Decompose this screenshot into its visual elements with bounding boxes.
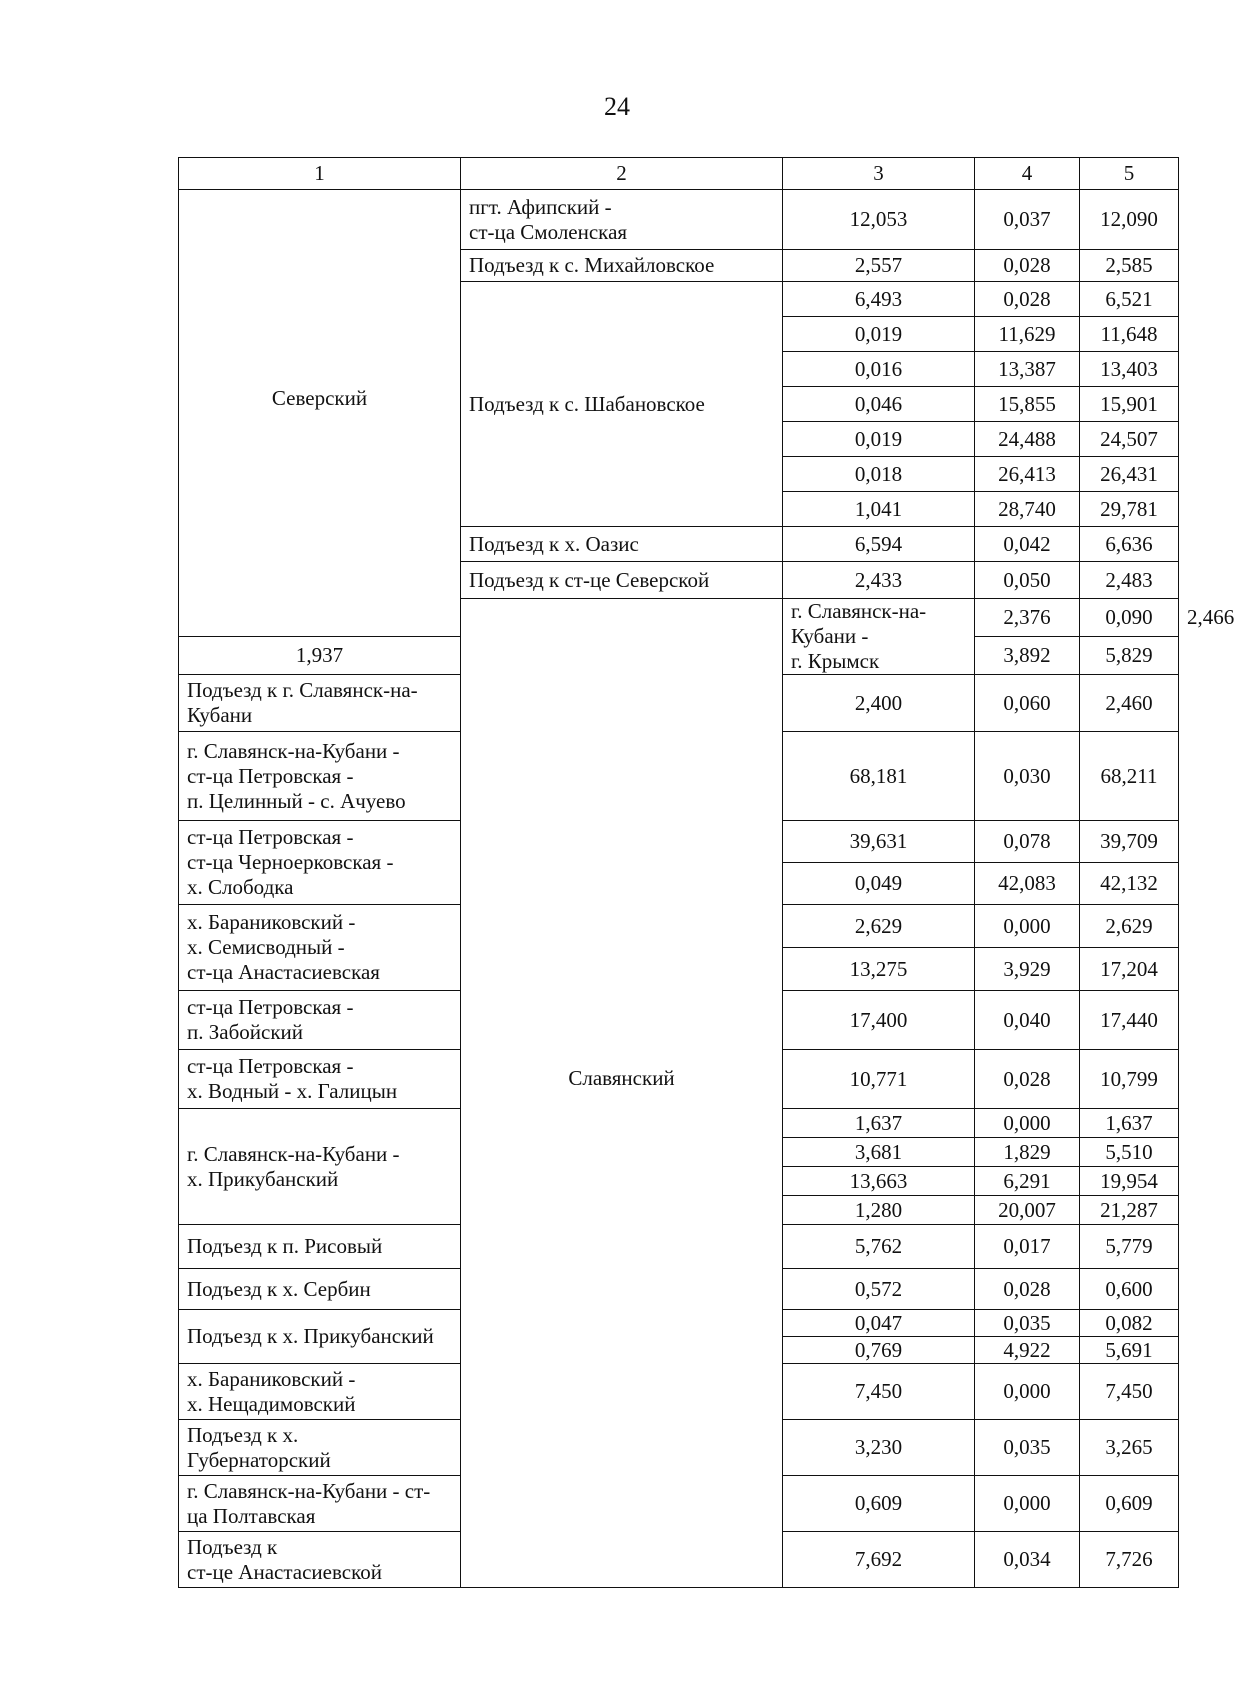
value-cell: 0,028 — [975, 250, 1080, 282]
value-cell: 19,954 — [1080, 1167, 1179, 1196]
value-cell: 0,028 — [975, 282, 1080, 317]
header-cell: 4 — [975, 158, 1080, 190]
value-cell: 5,691 — [1080, 1337, 1179, 1364]
road-cell: г. Славянск-на-Кубани - г. Крымск — [783, 599, 975, 675]
value-cell: 26,431 — [1080, 457, 1179, 492]
value-cell: 39,631 — [783, 821, 975, 863]
value-cell: 0,037 — [975, 190, 1080, 250]
value-cell: 0,769 — [783, 1337, 975, 1364]
road-cell: Подъезд к х. Губернаторский — [179, 1420, 461, 1476]
road-cell: Подъезд к с. Шабановское — [461, 282, 783, 527]
value-cell: 0,028 — [975, 1269, 1080, 1310]
value-cell: 12,053 — [783, 190, 975, 250]
road-cell: Подъезд к ст-це Северской — [461, 562, 783, 599]
value-cell: 0,040 — [975, 991, 1080, 1050]
value-cell: 1,937 — [179, 637, 461, 675]
road-cell: пгт. Афипский - ст-ца Смоленская — [461, 190, 783, 250]
value-cell: 39,709 — [1080, 821, 1179, 863]
value-cell: 3,681 — [783, 1138, 975, 1167]
value-cell: 4,922 — [975, 1337, 1080, 1364]
value-cell: 1,829 — [975, 1138, 1080, 1167]
value-cell: 0,028 — [975, 1050, 1080, 1109]
value-cell: 42,083 — [975, 863, 1080, 905]
value-cell: 1,637 — [1080, 1109, 1179, 1138]
roads-table — [178, 157, 1234, 1588]
road-cell: Подъезд к ст-це Анастасиевской — [179, 1532, 461, 1588]
value-cell: 1,637 — [783, 1109, 975, 1138]
value-cell: 1,041 — [783, 492, 975, 527]
value-cell: 0,000 — [975, 1476, 1080, 1532]
header-cell: 2 — [461, 158, 783, 190]
value-cell: 5,779 — [1080, 1225, 1179, 1269]
value-cell: 7,450 — [1080, 1364, 1179, 1420]
district-cell: Славянский — [461, 599, 783, 1588]
value-cell: 3,929 — [975, 948, 1080, 991]
road-cell: ст-ца Петровская - п. Забойский — [179, 991, 461, 1050]
value-cell: 15,901 — [1080, 387, 1179, 422]
value-cell: 0,082 — [1080, 1310, 1179, 1337]
value-cell: 17,400 — [783, 991, 975, 1050]
road-cell: Подъезд к г. Славянск-на- Кубани — [179, 675, 461, 732]
header-cell: 5 — [1080, 158, 1179, 190]
value-cell: 0,000 — [975, 1109, 1080, 1138]
value-cell: 0,609 — [1080, 1476, 1179, 1532]
value-cell: 2,585 — [1080, 250, 1179, 282]
value-cell: 5,829 — [1080, 637, 1179, 675]
value-cell: 0,050 — [975, 562, 1080, 599]
value-cell: 7,450 — [783, 1364, 975, 1420]
value-cell: 17,204 — [1080, 948, 1179, 991]
value-cell: 68,181 — [783, 732, 975, 821]
value-cell: 0,019 — [783, 422, 975, 457]
value-cell: 2,629 — [783, 905, 975, 948]
value-cell: 0,047 — [783, 1310, 975, 1337]
value-cell: 0,018 — [783, 457, 975, 492]
road-cell: х. Бараниковский - х. Нещадимовский — [179, 1364, 461, 1420]
value-cell: 5,762 — [783, 1225, 975, 1269]
value-cell: 3,265 — [1080, 1420, 1179, 1476]
value-cell: 13,403 — [1080, 352, 1179, 387]
value-cell: 0,034 — [975, 1532, 1080, 1588]
value-cell: 3,892 — [975, 637, 1080, 675]
value-cell: 0,042 — [975, 527, 1080, 562]
road-cell: ст-ца Петровская - ст-ца Черноерковская - х. Слободка — [179, 821, 461, 905]
table-row — [179, 190, 1179, 250]
value-cell: 2,629 — [1080, 905, 1179, 948]
value-cell: 2,460 — [1080, 675, 1179, 732]
value-cell: 26,413 — [975, 457, 1080, 492]
road-cell: Подъезд к п. Рисовый — [179, 1225, 461, 1269]
value-cell: 0,572 — [783, 1269, 975, 1310]
value-cell: 0,000 — [975, 905, 1080, 948]
value-cell: 0,000 — [975, 1364, 1080, 1420]
value-cell: 2,557 — [783, 250, 975, 282]
value-cell: 2,376 — [975, 599, 1080, 637]
value-cell: 7,692 — [783, 1532, 975, 1588]
value-cell: 42,132 — [1080, 863, 1179, 905]
value-cell: 6,291 — [975, 1167, 1080, 1196]
district-cell: Северский — [179, 190, 461, 637]
road-cell: Подъезд к х. Прикубанский — [179, 1310, 461, 1364]
road-cell: Подъезд к х. Сербин — [179, 1269, 461, 1310]
value-cell: 0,049 — [783, 863, 975, 905]
value-cell: 13,387 — [975, 352, 1080, 387]
value-cell: 68,211 — [1080, 732, 1179, 821]
value-cell: 2,433 — [783, 562, 975, 599]
header-cell: 3 — [783, 158, 975, 190]
value-cell: 0,046 — [783, 387, 975, 422]
value-cell: 0,016 — [783, 352, 975, 387]
value-cell: 24,488 — [975, 422, 1080, 457]
value-cell: 5,510 — [1080, 1138, 1179, 1167]
header-row — [179, 158, 1179, 190]
value-cell: 0,600 — [1080, 1269, 1179, 1310]
header-cell: 1 — [179, 158, 461, 190]
value-cell: 6,594 — [783, 527, 975, 562]
value-cell: 0,019 — [783, 317, 975, 352]
value-cell: 3,230 — [783, 1420, 975, 1476]
value-cell: 11,629 — [975, 317, 1080, 352]
value-cell: 0,035 — [975, 1310, 1080, 1337]
value-cell: 29,781 — [1080, 492, 1179, 527]
value-cell: 0,030 — [975, 732, 1080, 821]
value-cell: 2,483 — [1080, 562, 1179, 599]
value-cell: 10,799 — [1080, 1050, 1179, 1109]
value-cell: 0,017 — [975, 1225, 1080, 1269]
value-cell: 24,507 — [1080, 422, 1179, 457]
value-cell: 7,726 — [1080, 1532, 1179, 1588]
value-cell: 1,280 — [783, 1196, 975, 1225]
value-cell: 0,609 — [783, 1476, 975, 1532]
road-cell: ст-ца Петровская - х. Водный - х. Галицын — [179, 1050, 461, 1109]
page-number: 24 — [604, 92, 630, 121]
value-cell: 6,636 — [1080, 527, 1179, 562]
value-cell: 0,060 — [975, 675, 1080, 732]
road-cell: г. Славянск-на-Кубани - ст-ца Петровская - п. Целинный - с. Ачуево — [179, 732, 461, 821]
value-cell: 13,275 — [783, 948, 975, 991]
road-cell: Подъезд к х. Оазис — [461, 527, 783, 562]
road-cell: г. Славянск-на-Кубани - ст- ца Полтавская — [179, 1476, 461, 1532]
value-cell: 0,078 — [975, 821, 1080, 863]
value-cell: 0,090 — [1080, 599, 1179, 637]
value-cell: 17,440 — [1080, 991, 1179, 1050]
value-cell: 6,521 — [1080, 282, 1179, 317]
value-cell: 0,035 — [975, 1420, 1080, 1476]
value-cell: 15,855 — [975, 387, 1080, 422]
value-cell: 13,663 — [783, 1167, 975, 1196]
table-row: Славянский г. Славянск-на-Кубани - г. Крымск 2,376 0,090 2,466 — [179, 599, 1179, 637]
value-cell: 20,007 — [975, 1196, 1080, 1225]
road-cell: Подъезд к с. Михайловское — [461, 250, 783, 282]
value-cell: 10,771 — [783, 1050, 975, 1109]
road-cell: г. Славянск-на-Кубани - х. Прикубанский — [179, 1109, 461, 1225]
value-cell: 12,090 — [1080, 190, 1179, 250]
value-cell: 21,287 — [1080, 1196, 1179, 1225]
value-cell: 28,740 — [975, 492, 1080, 527]
value-cell: 2,400 — [783, 675, 975, 732]
value-cell: 11,648 — [1080, 317, 1179, 352]
road-cell: х. Бараниковский - х. Семисводный - ст-ца Анастасиевская — [179, 905, 461, 991]
value-cell: 6,493 — [783, 282, 975, 317]
